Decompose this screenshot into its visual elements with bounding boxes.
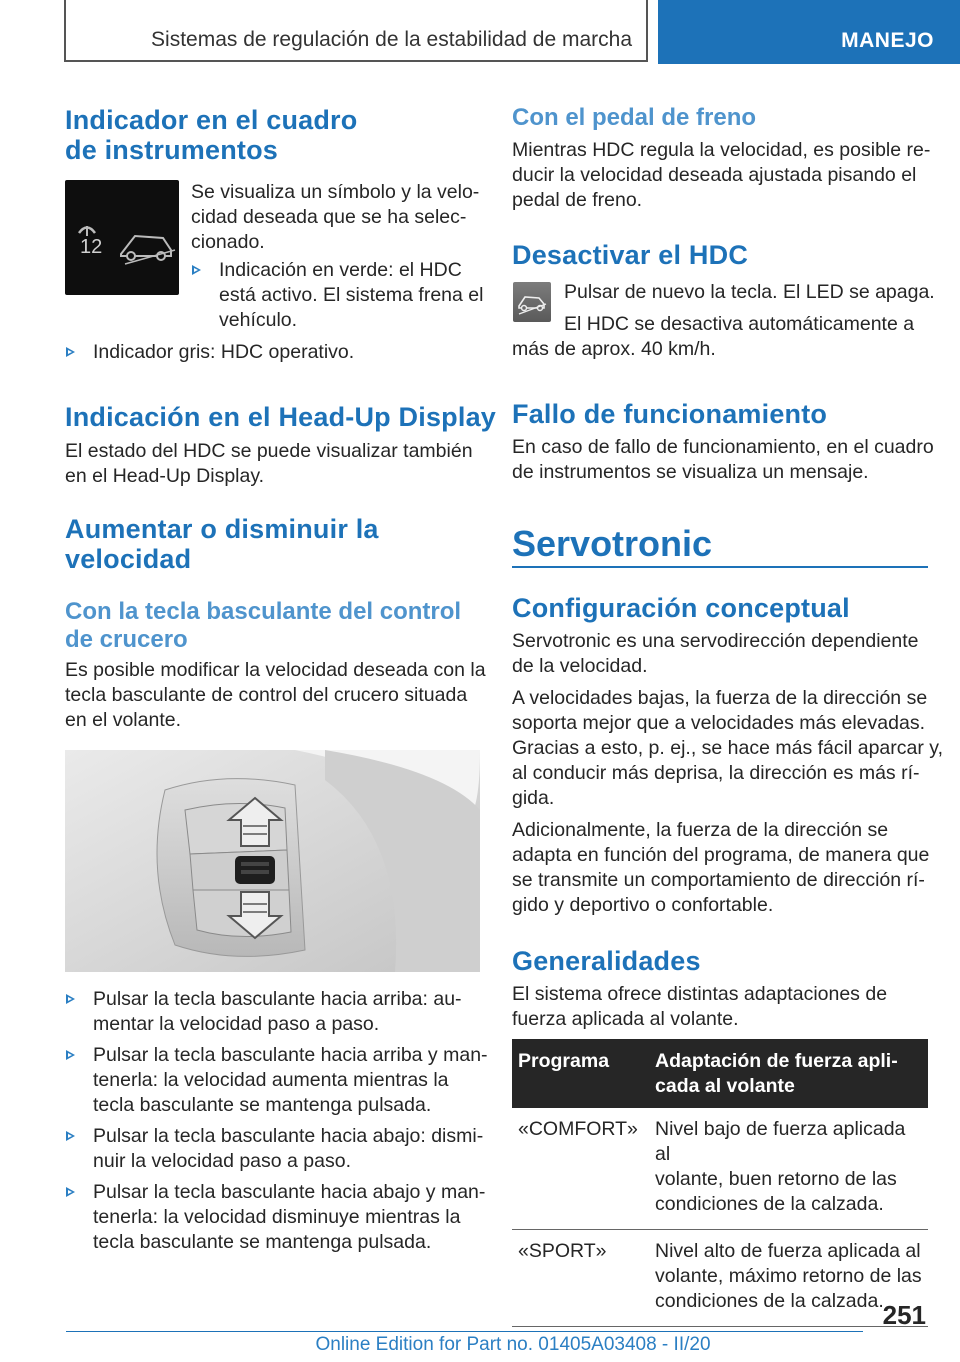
hdc-button-icon	[513, 282, 551, 322]
heading-concept: Configuración conceptual	[512, 593, 850, 623]
footer-edition: Online Edition for Part no. 01405A03408 - II/20	[315, 1334, 711, 1355]
hdc-indicator-icon	[65, 180, 179, 295]
bullet-triangle-icon	[192, 265, 201, 275]
table-row	[512, 1230, 928, 1327]
steering-wheel-photo	[65, 750, 480, 972]
heading-brake-pedal: Con el pedal de freno	[512, 104, 757, 131]
bullet-triangle-icon	[66, 1050, 75, 1060]
svg-text:12: 12	[80, 236, 103, 258]
bullet-gray-indicator: Indicador gris: HDC operativo.	[93, 341, 355, 363]
deactivate-text-2-line1: El HDC se desactiva automáticamente a	[564, 313, 915, 335]
chapter-tab[interactable]	[658, 0, 960, 64]
program-name: «SPORT»	[512, 1230, 649, 1327]
rocker-text: Es posible modificar la velocidad deseada con la tecla basculante de control del crucero situada en el volante.	[65, 659, 486, 731]
header-frame	[64, 0, 648, 62]
heading-rocker-switch: Con la tecla basculante del control de crucero	[65, 598, 462, 653]
bullet-up-step: Pulsar la tecla basculante hacia arriba: au- mentar la velocidad paso a paso.	[93, 988, 462, 1035]
page-number: 251	[882, 1300, 926, 1330]
table-header-row	[512, 1039, 928, 1108]
instrument-cluster-image	[65, 180, 179, 295]
chapter-title-servotronic: Servotronic	[512, 523, 713, 564]
column-header-program: Programa	[512, 1039, 649, 1108]
bullet-triangle-icon	[66, 994, 75, 1004]
heading-instrument-cluster: Indicador en el cuadro de instrumentos	[65, 105, 358, 165]
concept-paragraph-3: Adicionalmente, la fuerza de la dirección se adapta en función del programa, de manera que se transmite un comportamiento de dirección rí- gido y deportivo o confortable.	[512, 819, 930, 916]
concept-paragraph-2: A velocidades bajas, la fuerza de la dirección se soporta mejor que a velocidades más elevadas. Gracias a esto, p. ej., se hace más fácil aparcar y, al conducir más deprisa, la dirección es más rí- gida.	[512, 687, 943, 809]
steering-program-table	[512, 1039, 928, 1327]
general-text: El sistema ofrece distintas adaptaciones de fuerza aplicada al volante.	[512, 983, 888, 1030]
section-title: Sistemas de regulación de la estabilidad de marcha	[151, 28, 632, 51]
heading-deactivate-hdc: Desactivar el HDC	[512, 240, 749, 270]
footer-divider	[66, 1331, 863, 1332]
chapter-tab-label: MANEJO	[841, 29, 934, 52]
bullet-up-hold: Pulsar la tecla basculante hacia arriba y man- tenerla: la velocidad aumenta mientras la tecla basculante se mantenga pulsada.	[93, 1044, 488, 1116]
deactivate-text-2-line2: más de aprox. 40 km/h.	[512, 338, 716, 360]
brake-text: Mientras HDC regula la velocidad, es posible re- ducir la velocidad deseada ajustada pisando el pedal de freno.	[512, 139, 931, 211]
malfunction-text: En caso de fallo de funcionamiento, en el cuadro de instrumentos se visualiza un mensaje.	[512, 436, 934, 483]
heading-malfunction: Fallo de funcionamiento	[512, 399, 828, 429]
bullet-down-step: Pulsar la tecla basculante hacia abajo: dismi- nuir la velocidad paso a paso.	[93, 1125, 484, 1172]
program-description: Nivel bajo de fuerza aplicada al volante, buen retorno de las condiciones de la calzada.	[649, 1108, 928, 1230]
instrument-text: Se visualiza un símbolo y la velo- cidad deseada que se ha selec- cionado.	[191, 181, 480, 253]
chapter-divider	[512, 566, 928, 568]
program-name: «COMFORT»	[512, 1108, 649, 1230]
deactivate-text-1: Pulsar de nuevo la tecla. El LED se apaga.	[564, 281, 935, 303]
bullet-triangle-icon	[66, 1131, 75, 1141]
bullet-triangle-icon	[66, 1187, 75, 1197]
bullet-triangle-icon	[66, 347, 75, 357]
concept-paragraph-1: Servotronic es una servodirección dependiente de la velocidad.	[512, 630, 919, 677]
bullet-green-indicator: Indicación en verde: el HDC está activo. El sistema frena el vehículo.	[219, 259, 484, 331]
heading-increase-decrease-speed: Aumentar o disminuir la velocidad	[65, 514, 379, 574]
table-row	[512, 1108, 928, 1230]
column-header-adaptation: Adaptación de fuerza apli- cada al volante	[649, 1039, 928, 1108]
program-description: Nivel alto de fuerza aplicada al volante, máximo retorno de las condiciones de la calzada.	[649, 1230, 928, 1327]
heading-head-up-display: Indicación en el Head-Up Display	[65, 402, 497, 432]
heading-general: Generalidades	[512, 946, 701, 976]
hud-text: El estado del HDC se puede visualizar también en el Head-Up Display.	[65, 440, 473, 487]
bullet-down-hold: Pulsar la tecla basculante hacia abajo y man- tenerla: la velocidad disminuye mientras la tecla basculante se mantenga pulsada.	[93, 1181, 486, 1253]
